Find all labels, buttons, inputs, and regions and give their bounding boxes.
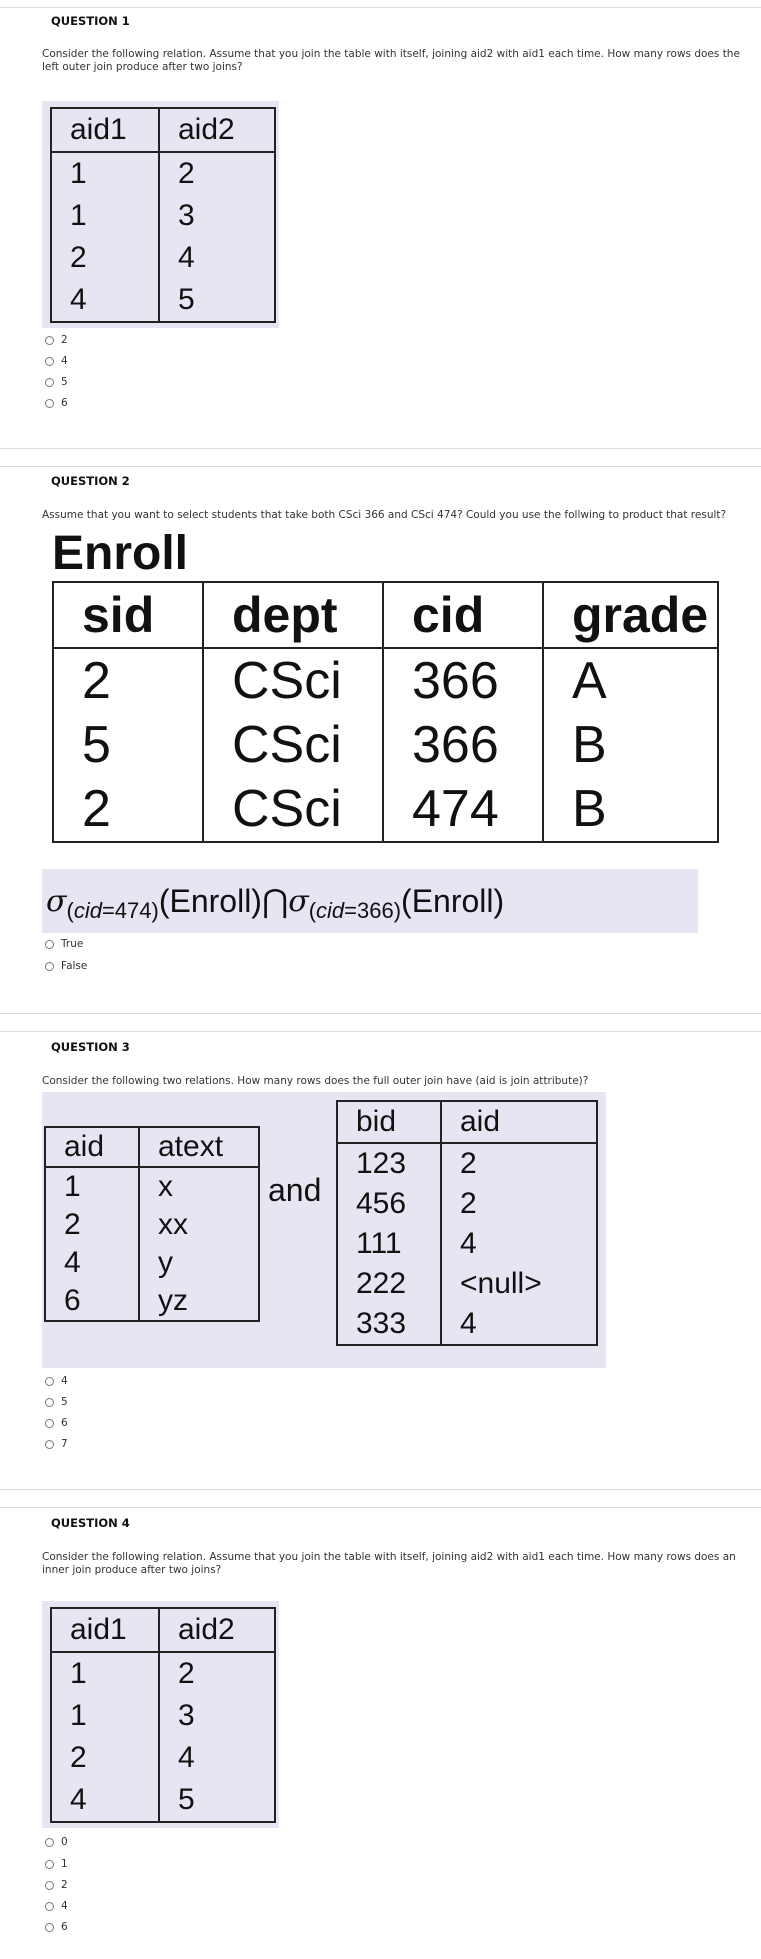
option-label: 5: [61, 1396, 68, 1408]
condition-attribute: cid: [73, 898, 102, 923]
answer-option[interactable]: [45, 1834, 68, 1850]
question-3-title: QUESTION 3: [51, 1040, 130, 1054]
condition-value: =474): [101, 898, 159, 923]
question-4-text: Consider the following relation. Assume that you join the table with itself, joining aid2 with aid1 each time. How many rows does an inner join produce after two joins?: [42, 1551, 736, 1576]
table-header: aid1: [51, 1608, 159, 1652]
answer-option[interactable]: [45, 395, 68, 411]
option-label: 5: [61, 376, 68, 388]
option-label: 0: [61, 1836, 68, 1848]
table-cell: yz: [139, 1282, 259, 1321]
table-cell: 5: [159, 279, 275, 322]
divider: [0, 1489, 761, 1490]
table-cell: 2: [159, 1652, 275, 1695]
intersection-symbol: ⋂: [261, 882, 289, 920]
table-header: aid2: [159, 108, 275, 152]
aid-relation-table: [50, 107, 276, 323]
divider: [0, 466, 761, 467]
table-cell: 4: [441, 1304, 597, 1345]
table-cell: 4: [45, 1244, 139, 1282]
table-header: aid2: [159, 1608, 275, 1652]
table-header: aid: [441, 1101, 597, 1143]
radio-button-icon[interactable]: [45, 940, 54, 949]
answer-option[interactable]: [45, 958, 87, 974]
table-cell: 333: [337, 1304, 441, 1345]
table-cell: CSci: [203, 648, 383, 713]
a-relation-table: [44, 1126, 260, 1322]
table-header: bid: [337, 1101, 441, 1143]
answer-option[interactable]: [45, 1856, 68, 1872]
question-1-text: Consider the following relation. Assume that you join the table with itself, joining aid2 with aid1 each time. How many rows does the left outer join produce after two joins?: [42, 48, 740, 73]
divider: [0, 7, 761, 8]
condition-value: =366): [344, 898, 402, 923]
question-3-text: Consider the following two relations. How many rows does the full outer join have (aid is join attribute)?: [42, 1075, 589, 1087]
question-2-text: Assume that you want to select students that take both CSci 366 and CSci 474? Could you use the follwing to product that result?: [42, 509, 727, 521]
divider: [0, 1013, 761, 1014]
answer-option[interactable]: [45, 332, 68, 348]
divider: [0, 448, 761, 449]
table-cell: B: [543, 713, 718, 777]
question-1-figure: [42, 101, 279, 328]
radio-button-icon[interactable]: [45, 1377, 54, 1386]
radio-button-icon[interactable]: [45, 1440, 54, 1449]
table-cell: x: [139, 1167, 259, 1206]
table-header: aid: [45, 1127, 139, 1167]
option-label: 1: [61, 1858, 68, 1870]
table-cell: 2: [51, 237, 159, 279]
enroll-table-name: Enroll: [52, 527, 189, 580]
question-4-title: QUESTION 4: [51, 1516, 130, 1530]
table-cell: 1: [51, 152, 159, 195]
answer-option[interactable]: [45, 374, 68, 390]
answer-option[interactable]: [45, 1436, 68, 1452]
table-cell: 222: [337, 1264, 441, 1304]
option-label: 4: [61, 1375, 68, 1387]
table-cell: <null>: [441, 1264, 597, 1304]
answer-option[interactable]: [45, 1877, 68, 1893]
option-label: 6: [61, 397, 68, 409]
radio-button-icon[interactable]: [45, 357, 54, 366]
enroll-table: [52, 581, 719, 843]
table-cell: 2: [159, 152, 275, 195]
radio-button-icon[interactable]: [45, 1902, 54, 1911]
table-cell: 123: [337, 1143, 441, 1184]
radio-button-icon[interactable]: [45, 1398, 54, 1407]
question-3-figure: [42, 1092, 606, 1368]
table-cell: 4: [441, 1224, 597, 1264]
answer-option[interactable]: [45, 353, 68, 369]
question-2-title: QUESTION 2: [51, 474, 130, 488]
sigma-symbol: σ: [288, 883, 309, 919]
option-label: True: [61, 938, 84, 950]
table-cell: 4: [51, 279, 159, 322]
table-cell: B: [543, 777, 718, 842]
table-cell: 3: [159, 195, 275, 237]
table-cell: 4: [51, 1779, 159, 1822]
table-cell: 474: [383, 777, 543, 842]
aid-relation-table: [50, 1607, 276, 1823]
b-relation-table: [336, 1100, 598, 1346]
answer-option[interactable]: [45, 936, 83, 952]
option-label: 4: [61, 1900, 68, 1912]
table-cell: CSci: [203, 713, 383, 777]
answer-option[interactable]: [45, 1373, 68, 1389]
table-header: grade: [543, 582, 718, 648]
radio-button-icon[interactable]: [45, 399, 54, 408]
sigma-symbol: σ: [46, 883, 67, 919]
table-cell: CSci: [203, 777, 383, 842]
answer-option[interactable]: [45, 1898, 68, 1914]
table-header: cid: [383, 582, 543, 648]
radio-button-icon[interactable]: [45, 1923, 54, 1932]
table-header: dept: [203, 582, 383, 648]
table-cell: 366: [383, 648, 543, 713]
and-label: and: [268, 1172, 322, 1208]
option-label: 7: [61, 1438, 68, 1450]
radio-button-icon[interactable]: [45, 962, 54, 971]
table-cell: 2: [45, 1206, 139, 1244]
option-label: 2: [61, 1879, 68, 1891]
radio-button-icon[interactable]: [45, 1838, 54, 1847]
relational-algebra-formula: σ (cid=474) (Enroll) ⋂ σ (cid=366) (Enroll): [42, 869, 698, 933]
radio-button-icon[interactable]: [45, 1860, 54, 1869]
table-cell: 2: [53, 648, 203, 713]
table-cell: 2: [441, 1143, 597, 1184]
table-cell: 4: [159, 1737, 275, 1779]
table-cell: 5: [159, 1779, 275, 1822]
divider: [0, 1031, 761, 1032]
table-cell: 2: [441, 1184, 597, 1224]
table-cell: 2: [51, 1737, 159, 1779]
radio-button-icon[interactable]: [45, 378, 54, 387]
relation-name: (Enroll): [158, 882, 262, 919]
table-header: sid: [53, 582, 203, 648]
table-cell: y: [139, 1244, 259, 1282]
answer-option[interactable]: [45, 1394, 68, 1410]
question-1-title: QUESTION 1: [51, 14, 130, 28]
table-cell: 5: [53, 713, 203, 777]
table-cell: 1: [51, 195, 159, 237]
table-cell: 1: [51, 1652, 159, 1695]
table-cell: 366: [383, 713, 543, 777]
table-cell: xx: [139, 1206, 259, 1244]
radio-button-icon[interactable]: [45, 336, 54, 345]
radio-button-icon[interactable]: [45, 1419, 54, 1428]
option-label: 4: [61, 355, 68, 367]
table-cell: 3: [159, 1695, 275, 1737]
option-label: 2: [61, 334, 68, 346]
relation-name: (Enroll): [401, 882, 505, 919]
option-label: 6: [61, 1921, 68, 1933]
table-header: aid1: [51, 108, 159, 152]
condition-attribute: cid: [316, 898, 345, 923]
divider: [0, 1507, 761, 1508]
answer-option[interactable]: [45, 1919, 68, 1935]
table-cell: 111: [337, 1224, 441, 1264]
table-cell: 6: [45, 1282, 139, 1321]
option-label: False: [61, 960, 88, 972]
answer-option[interactable]: [45, 1415, 68, 1431]
table-header: atext: [139, 1127, 259, 1167]
table-cell: 1: [45, 1167, 139, 1206]
table-cell: 2: [53, 777, 203, 842]
question-4-figure: [42, 1601, 279, 1828]
table-cell: 1: [51, 1695, 159, 1737]
option-label: 6: [61, 1417, 68, 1429]
table-cell: 456: [337, 1184, 441, 1224]
table-cell: 4: [159, 237, 275, 279]
radio-button-icon[interactable]: [45, 1881, 54, 1890]
table-cell: A: [543, 648, 718, 713]
